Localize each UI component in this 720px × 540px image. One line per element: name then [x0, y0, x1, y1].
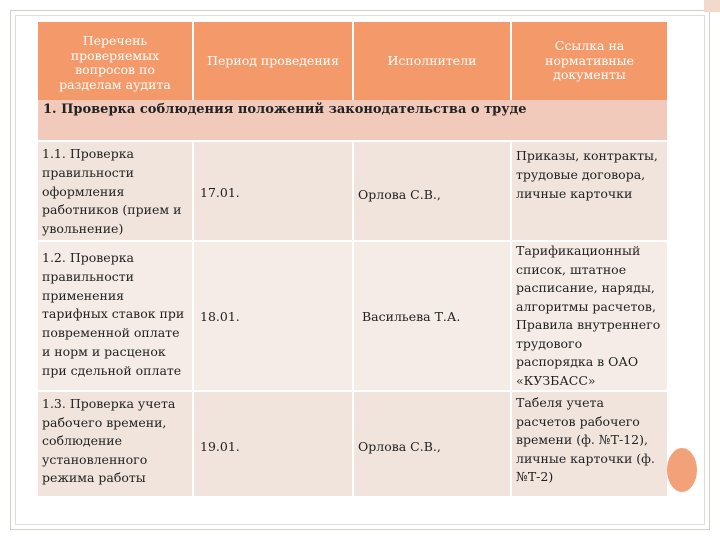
- row-2-reference-line: список, штатное: [516, 261, 627, 277]
- row-2-question-line: правильности: [42, 268, 135, 284]
- row-1-period-value: 17.01.: [200, 185, 240, 200]
- slide-corner-tab: [704, 0, 720, 12]
- row-1-reference-line: трудовые договора,: [516, 166, 646, 182]
- row-1-question-line: 1.1. Проверка: [42, 146, 134, 161]
- row-2-reference-line: «КУЗБАСС»: [516, 372, 596, 388]
- row-2-executor: [354, 242, 510, 390]
- header-questions: [38, 22, 192, 100]
- row-1-question-line: правильности: [42, 164, 135, 180]
- row-3-question-line: рабочего времени,: [42, 414, 167, 430]
- row-2-reference-line: алгоритмы расчетов,: [516, 298, 656, 314]
- row-1-question: [38, 142, 192, 240]
- row-3-question-line: режима работы: [42, 470, 146, 485]
- header-executors: [354, 22, 510, 100]
- header-period-label: Период проведения: [207, 52, 339, 68]
- row-1-executor-value: Орлова С.В.,: [358, 187, 441, 202]
- row-3-reference-line: №Т-2): [516, 469, 554, 484]
- row-2-question-line: 1.2. Проверка: [42, 250, 134, 265]
- row-3-reference-line: Табеля учета: [516, 395, 604, 410]
- row-3-reference-line: личные карточки (ф.: [516, 450, 655, 466]
- header-references-line: документы: [553, 67, 626, 83]
- row-1-question-line: оформления: [42, 183, 125, 199]
- row-3-executor-value: Орлова С.В.,: [358, 439, 441, 454]
- row-2-question-line: и норм и расценок: [42, 343, 166, 359]
- row-1-period: [194, 142, 352, 240]
- row-2-reference-line: Правила внутреннего: [516, 317, 661, 332]
- row-1-question-line: увольнение): [42, 221, 124, 237]
- header-period: [194, 22, 352, 100]
- section-title: [38, 100, 667, 140]
- header-questions-line: Перечень: [82, 33, 148, 48]
- row-3-question-line: соблюдение: [42, 433, 123, 448]
- row-3-period-value: 19.01.: [200, 439, 240, 454]
- row-1-question-line: работников (прием и: [42, 202, 182, 218]
- row-2-reference: [512, 242, 667, 390]
- row-3-reference-line: расчетов рабочего: [516, 413, 640, 429]
- row-2-reference-line: Тарификационный: [516, 243, 641, 258]
- row-2-executor-value: Васильева Т.А.: [362, 309, 461, 324]
- header-references: [512, 22, 667, 100]
- page-number-marker: [667, 448, 697, 492]
- header-questions-line: разделам аудита: [59, 76, 171, 92]
- row-3-reference: [512, 392, 667, 496]
- header-questions-line: вопросов по: [75, 62, 155, 77]
- header-references-line: нормативные: [545, 52, 634, 68]
- header-executors-label: Исполнители: [387, 52, 477, 68]
- row-3-reference-line: времени (ф. №Т-12),: [516, 432, 648, 447]
- row-2-period-value: 18.01.: [200, 309, 240, 324]
- row-2-question-line: тарифных ставок при: [42, 306, 185, 322]
- row-2-question-line: при сдельной оплате: [42, 362, 182, 378]
- row-2-question-line: повременной оплате: [42, 325, 180, 341]
- row-3-executor: [354, 392, 510, 496]
- row-2-period: [194, 242, 352, 390]
- header-references-line: Ссылка на: [554, 38, 625, 54]
- row-1-executor: [354, 142, 510, 240]
- row-3-question-line: 1.3. Проверка учета: [42, 396, 176, 411]
- row-1-reference: [512, 142, 667, 240]
- row-1-reference-line: личные карточки: [516, 185, 633, 201]
- row-1-reference-line: Приказы, контракты,: [516, 148, 658, 163]
- row-2-question: [38, 242, 192, 390]
- row-2-reference-line: трудового: [516, 335, 583, 351]
- row-2-reference-line: распорядка в ОАО: [516, 354, 639, 369]
- row-3-question-line: установленного: [42, 451, 148, 467]
- row-3-period: [194, 392, 352, 496]
- header-questions-line: проверяемых: [70, 47, 160, 63]
- row-3-question: [38, 392, 192, 496]
- section-title-text: 1. Проверка соблюдения положений законодательства о труде: [43, 102, 527, 117]
- row-2-question-line: применения: [42, 287, 125, 303]
- row-2-reference-line: расписание, наряды,: [516, 280, 655, 295]
